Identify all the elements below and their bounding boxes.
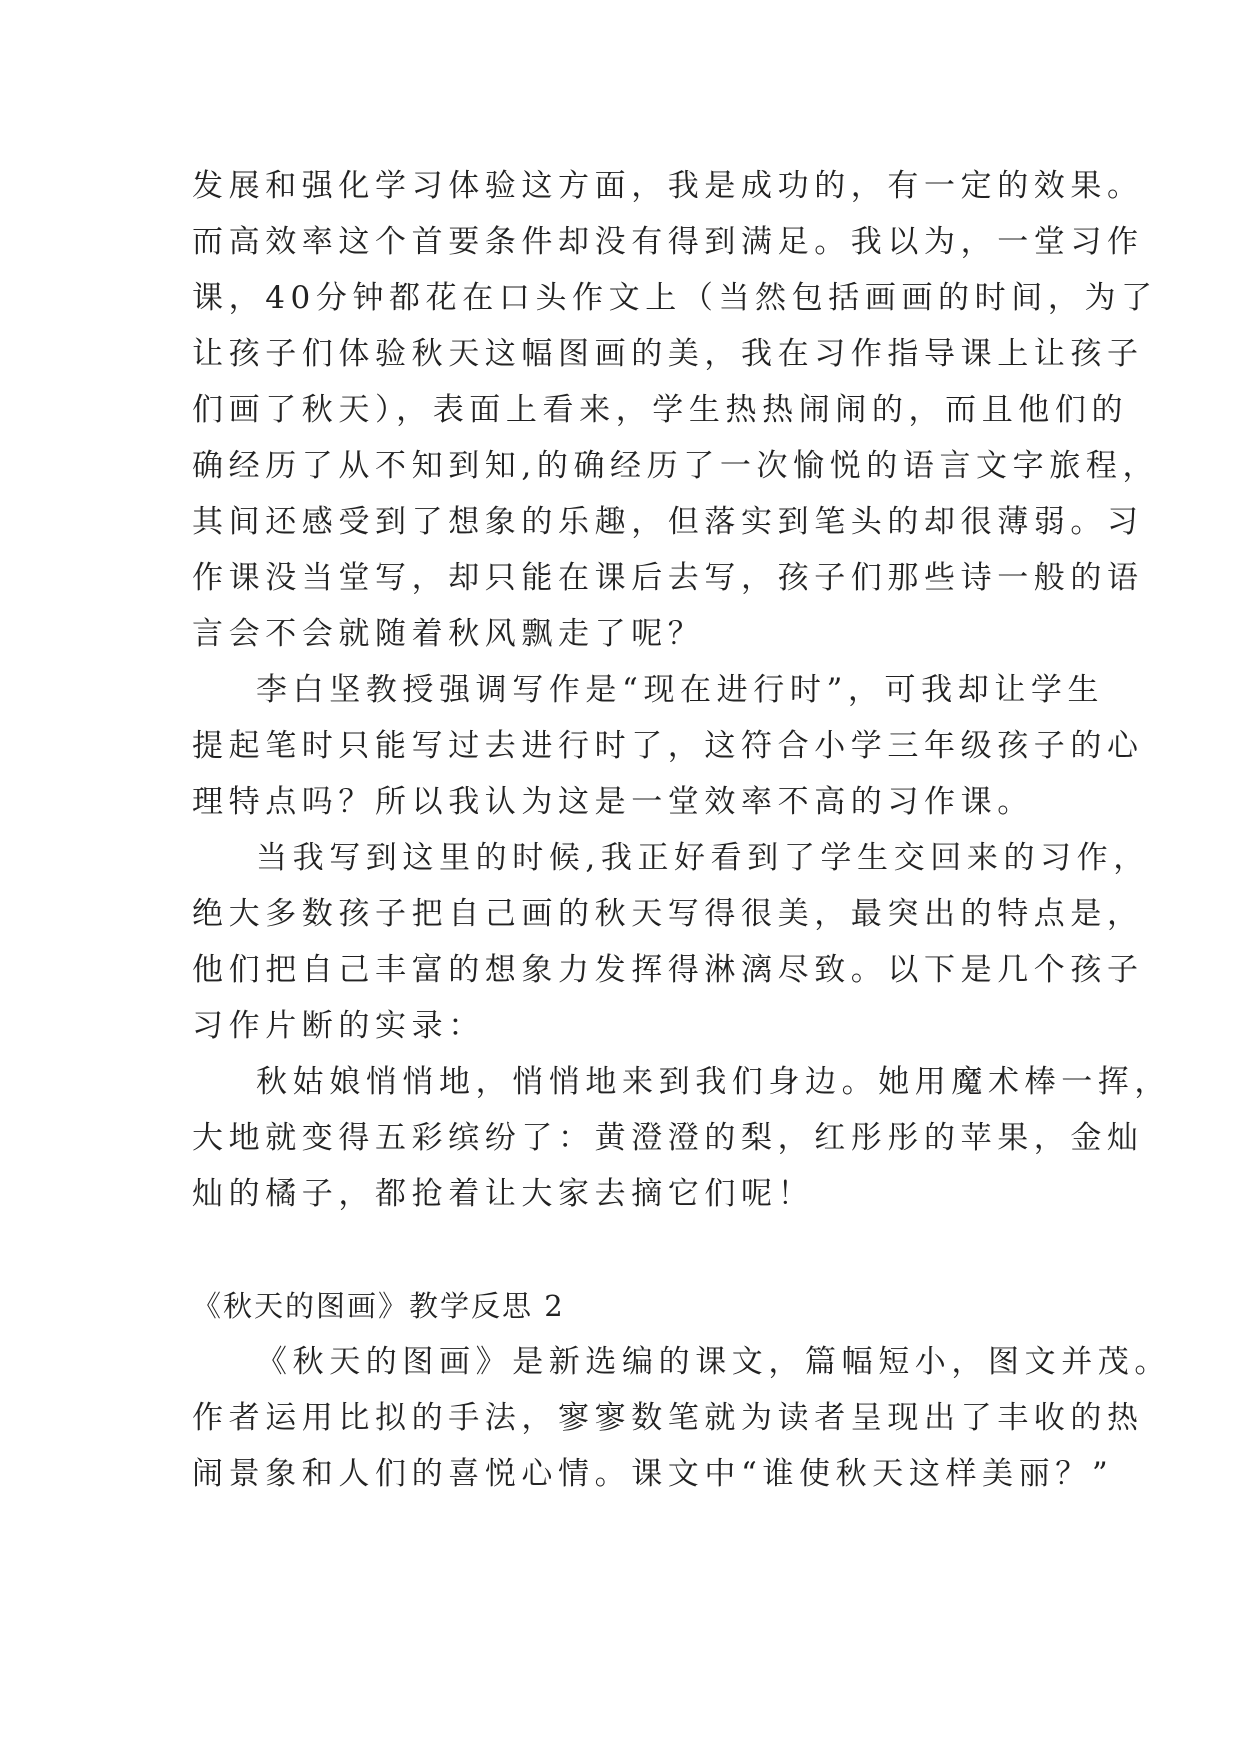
paragraph-reflection-effect (192, 158, 1160, 662)
text-line: 秋姑娘悄悄地，悄悄地来到我们身边。她用魔术棒一挥， (256, 1064, 1171, 1100)
text-line: 提起笔时只能写过去进行时了，这符合小学三年级孩子的心 (192, 728, 1144, 764)
text-line: 们画了秋天），表面上看来，学生热热闹闹的，而且他们的 (192, 392, 1129, 428)
text-line: 作课没当堂写，却只能在课后去写，孩子们那些诗一般的语 (192, 560, 1144, 596)
text-line: 其间还感受到了想象的乐趣，但落实到笔头的却很薄弱。习 (192, 504, 1144, 540)
text-line: 他们把自己丰富的想象力发挥得淋漓尽致。以下是几个孩子 (192, 952, 1144, 988)
text-line: 让孩子们体验秋天这幅图画的美，我在习作指导课上让孩子 (192, 336, 1144, 372)
section-title: 《秋天的图画》教学反思 2 (192, 1289, 565, 1323)
text-line: 当我写到这里的时候,我正好看到了学生交回来的习作， (256, 840, 1150, 876)
text-line: 确经历了从不知到知,的确经历了一次愉悦的语言文字旅程， (192, 448, 1160, 484)
text-line: 言会不会就随着秋风飘走了呢？ (192, 616, 705, 652)
text-line: 发展和强化学习体验这方面，我是成功的，有一定的效果。 (192, 168, 1144, 204)
text-line: 《秋天的图画》是新选编的课文，篇幅短小，图文并茂。 (256, 1344, 1171, 1380)
paragraph-gap (192, 1222, 1062, 1278)
text-line: 灿的橘子，都抢着让大家去摘它们呢！ (192, 1176, 815, 1212)
text-line: 闹景象和人们的喜悦心情。课文中“谁使秋天这样美丽？” (192, 1456, 1114, 1492)
text-line: 而高效率这个首要条件却没有得到满足。我以为，一堂习作 (192, 224, 1144, 260)
paragraph-student-excerpt (192, 1054, 1171, 1222)
text-line: 作者运用比拟的手法，寥寥数笔就为读者呈现出了丰收的热 (192, 1400, 1144, 1436)
text-line: 习作片断的实录： (192, 1008, 485, 1044)
text-line: 绝大多数孩子把自己画的秋天写得很美，最突出的特点是， (192, 896, 1144, 932)
text-line: 李白坚教授强调写作是“现在进行时”，可我却让学生 (256, 672, 1105, 708)
document-body (192, 158, 1171, 1502)
paragraph-professor-quote (192, 662, 1144, 830)
text-line: 课，40分钟都花在口头作文上（当然包括画画的时间，为了 (192, 280, 1158, 316)
text-line: 大地就变得五彩缤纷了：黄澄澄的梨，红彤彤的苹果，金灿 (192, 1120, 1144, 1156)
paragraph-student-work (192, 830, 1150, 1054)
text-line: 理特点吗？所以我认为这是一堂效率不高的习作课。 (192, 784, 1034, 820)
paragraph-section-intro (192, 1334, 1171, 1502)
